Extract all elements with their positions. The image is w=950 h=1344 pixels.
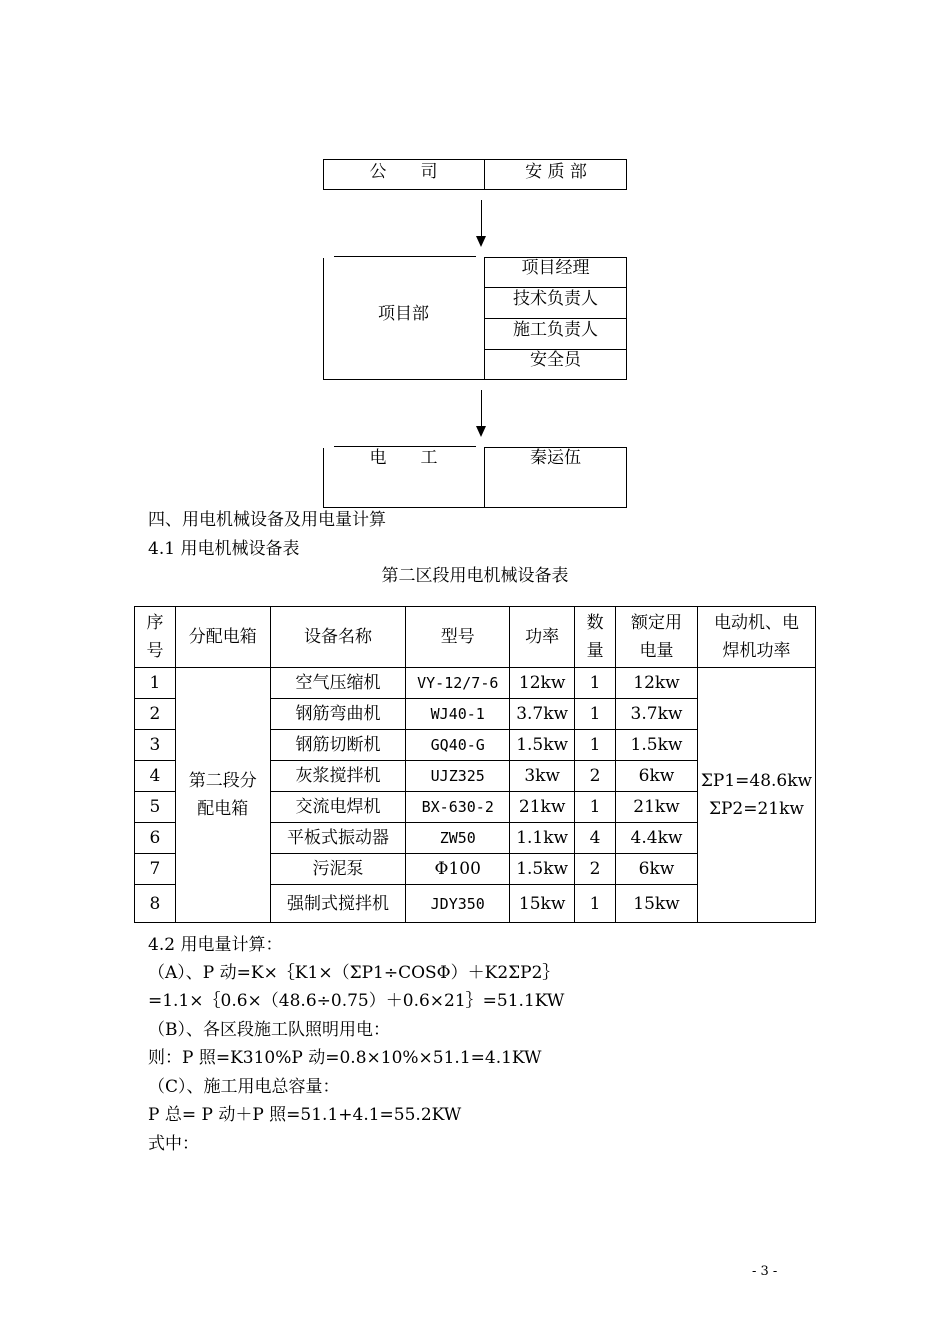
cell-name: 强制式搅拌机 (270, 885, 406, 923)
cell-box: 第二段分 配电箱 (175, 668, 270, 923)
cell-name: 钢筋切断机 (270, 730, 406, 761)
cell-name: 平板式振动器 (270, 823, 406, 854)
cell-no: 5 (135, 792, 176, 823)
calc-line: （B）、各区段施工队照明用电： (148, 1020, 390, 1040)
header-no: 序 号 (135, 607, 176, 668)
header-name: 设备名称 (270, 607, 406, 668)
role-4: 安全员 (530, 350, 581, 370)
cell-power: 3.7kw (510, 699, 575, 730)
cell-model: ZW50 (406, 823, 510, 854)
cell-qty: 1 (575, 730, 616, 761)
cell-name: 交流电焊机 (270, 792, 406, 823)
header-power: 功率 (510, 607, 575, 668)
cell-no: 7 (135, 854, 176, 885)
calc-line: 则：P 照=K310%P 动=0.8×10%×51.1=4.1KW (148, 1048, 542, 1068)
cell-rated: 4.4kw (616, 823, 698, 854)
company-label: 公 司 (369, 162, 438, 182)
cell-no: 3 (135, 730, 176, 761)
role-3: 施工负责人 (513, 320, 598, 340)
cell-qty: 1 (575, 792, 616, 823)
header-rated: 额定用 电量 (616, 607, 698, 668)
table-header-row (135, 607, 816, 668)
cell-no: 6 (135, 823, 176, 854)
cell-model: GQ40-G (406, 730, 510, 761)
section-heading: 四、用电机械设备及用电量计算 (148, 510, 386, 530)
cell-rated: 6kw (616, 761, 698, 792)
cell-power: 1.5kw (510, 854, 575, 885)
electrician-name: 秦运伍 (530, 448, 581, 468)
cell-model: WJ40-1 (406, 699, 510, 730)
table-row (135, 668, 816, 699)
cell-power: 21kw (510, 792, 575, 823)
cell-qty: 1 (575, 699, 616, 730)
cell-model: VY-12/7-6 (406, 668, 510, 699)
header-model: 型号 (406, 607, 510, 668)
cell-name: 钢筋弯曲机 (270, 699, 406, 730)
cell-model: UJZ325 (406, 761, 510, 792)
equipment-table (134, 606, 816, 923)
cell-power: 3kw (510, 761, 575, 792)
header-box: 分配电箱 (175, 607, 270, 668)
page-number: - 3 - (752, 1264, 778, 1279)
cell-qty: 1 (575, 885, 616, 923)
role-2: 技术负责人 (513, 289, 598, 309)
cell-model: JDY350 (406, 885, 510, 923)
cell-motor-power: ΣP1=48.6kw ΣP2=21kw (697, 668, 815, 923)
cell-qty: 2 (575, 854, 616, 885)
section-sub1: 4.1 用电机械设备表 (148, 539, 300, 559)
cell-power: 12kw (510, 668, 575, 699)
header-motor: 电动机、电 焊机功率 (697, 607, 815, 668)
cell-no: 2 (135, 699, 176, 730)
cell-rated: 15kw (616, 885, 698, 923)
cell-no: 8 (135, 885, 176, 923)
cell-rated: 3.7kw (616, 699, 698, 730)
calc-line: （C）、施工用电总容量： (148, 1077, 340, 1097)
cell-qty: 4 (575, 823, 616, 854)
calc-title: 4.2 用电量计算： (148, 935, 283, 955)
calc-line: P 总= P 动＋P 照=51.1+4.1=55.2KW (148, 1105, 462, 1125)
cell-power: 1.5kw (510, 730, 575, 761)
electrician-label: 电 工 (369, 448, 438, 468)
cell-name: 灰浆搅拌机 (270, 761, 406, 792)
cell-qty: 1 (575, 668, 616, 699)
cell-rated: 1.5kw (616, 730, 698, 761)
cell-no: 4 (135, 761, 176, 792)
calc-line: =1.1×｛0.6×（48.6÷0.75）＋0.6×21｝=51.1KW (148, 991, 565, 1011)
header-qty: 数 量 (575, 607, 616, 668)
cell-rated: 12kw (616, 668, 698, 699)
cell-rated: 21kw (616, 792, 698, 823)
project-dept-label: 项目部 (378, 304, 429, 324)
cell-model: Φ100 (406, 854, 510, 885)
role-1: 项目经理 (521, 258, 590, 278)
down-arrow-icon (481, 200, 482, 245)
cell-rated: 6kw (616, 854, 698, 885)
cell-no: 1 (135, 668, 176, 699)
cell-name: 污泥泵 (270, 854, 406, 885)
cell-model: BX-630-2 (406, 792, 510, 823)
cell-qty: 2 (575, 761, 616, 792)
cell-power: 15kw (510, 885, 575, 923)
calc-line: 式中： (148, 1134, 199, 1154)
dept-label: 安 质 部 (525, 162, 587, 182)
cell-name: 空气压缩机 (270, 668, 406, 699)
calc-line: （A）、P 动=K×｛K1×（ΣP1÷COSΦ）＋K2ΣP2｝ (148, 963, 560, 983)
down-arrow-icon (481, 390, 482, 435)
table-title: 第二区段用电机械设备表 (381, 566, 569, 586)
cell-power: 1.1kw (510, 823, 575, 854)
